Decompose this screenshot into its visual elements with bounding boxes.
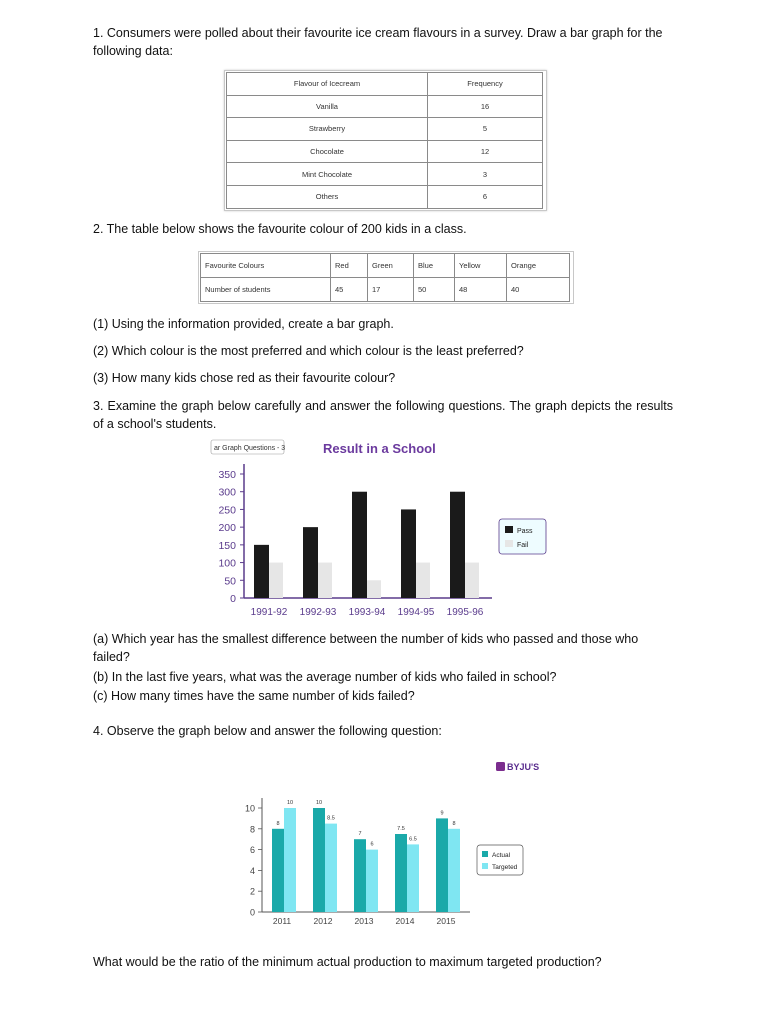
targeted-data-label: 8 bbox=[452, 820, 456, 827]
y-tick-label: 2 bbox=[249, 886, 255, 897]
question-1-text: 1. Consumers were polled about their favourite ice cream flavours in a survey. Draw a bar graph for the following data: bbox=[93, 26, 663, 58]
x-tick-label: 2014 bbox=[395, 916, 415, 926]
actual-bar bbox=[436, 818, 448, 912]
table-cell: 6 bbox=[428, 185, 543, 208]
table-cell: 3 bbox=[428, 163, 543, 186]
legend-targeted-swatch bbox=[482, 863, 488, 869]
table-cell: Others bbox=[227, 185, 428, 208]
actual-bar bbox=[272, 829, 284, 912]
y-tick-label: 50 bbox=[224, 575, 236, 588]
targeted-data-label: 6.5 bbox=[409, 836, 417, 843]
y-tick-label: 6 bbox=[249, 845, 255, 856]
question-2-sub-2: (2) Which colour is the most preferred and which colour is the least preferred? bbox=[93, 344, 524, 358]
table-cell: Blue bbox=[414, 254, 455, 278]
chart-title: Result in a School bbox=[323, 441, 436, 456]
question-4-text: 4. Observe the graph below and answer the following question: bbox=[93, 724, 442, 738]
y-tick-label: 100 bbox=[218, 557, 236, 570]
table-cell: Favourite Colours bbox=[201, 254, 331, 278]
table-header-cell: Flavour of Icecream bbox=[227, 73, 428, 96]
question-3-part-b: (b) In the last five years, what was the average number of kids who failed in school? bbox=[93, 670, 557, 684]
targeted-bar bbox=[325, 824, 337, 912]
legend-actual-label: Actual bbox=[492, 852, 511, 859]
table-cell: Orange bbox=[507, 254, 570, 278]
question-3-text: 3. Examine the graph below carefully and answer the following questions. The graph depicts the results of a school's students. bbox=[93, 399, 673, 431]
y-tick-label: 8 bbox=[249, 824, 255, 835]
y-tick-label: 300 bbox=[218, 486, 236, 499]
y-tick-label: 10 bbox=[244, 803, 255, 814]
table-cell: 45 bbox=[331, 278, 368, 302]
y-tick-label: 250 bbox=[218, 504, 236, 517]
logo-mark bbox=[496, 762, 505, 771]
actual-bar bbox=[395, 834, 407, 912]
actual-data-label: 7.5 bbox=[397, 826, 405, 832]
question-2-sub-3: (3) How many kids chose red as their favourite colour? bbox=[93, 371, 396, 385]
table-cell: 12 bbox=[428, 140, 543, 163]
actual-bar bbox=[354, 839, 366, 912]
targeted-bar bbox=[407, 844, 419, 912]
y-tick-label: 350 bbox=[218, 469, 236, 481]
legend-actual-swatch bbox=[482, 851, 488, 857]
actual-data-label: 7 bbox=[358, 831, 362, 838]
table-cell: 50 bbox=[414, 278, 455, 302]
table-cell: 16 bbox=[428, 95, 543, 118]
x-tick-label: 1994-95 bbox=[397, 607, 435, 618]
question-2-sub-1: (1) Using the information provided, create a bar graph. bbox=[93, 317, 394, 331]
targeted-data-label: 8.5 bbox=[327, 815, 335, 822]
x-tick-label: 1995-96 bbox=[446, 607, 484, 618]
actual-data-label: 9 bbox=[440, 810, 444, 817]
x-tick-label: 1992-93 bbox=[299, 607, 337, 618]
table-cell: Green bbox=[368, 254, 414, 278]
x-tick-label: 2015 bbox=[436, 916, 456, 926]
table-cell: Number of students bbox=[201, 278, 331, 302]
table-cell: 17 bbox=[368, 278, 414, 302]
x-tick-label: 2013 bbox=[354, 916, 374, 926]
question-4-question: What would be the ratio of the minimum actual production to maximum targeted production? bbox=[93, 955, 602, 969]
x-tick-label: 2012 bbox=[313, 916, 333, 926]
x-tick-label: 1993-94 bbox=[348, 607, 386, 618]
question-3-part-c: (c) How many times have the same number of kids failed? bbox=[93, 689, 415, 703]
targeted-data-label: 6 bbox=[370, 841, 374, 848]
targeted-data-label: 10 bbox=[286, 800, 294, 806]
y-tick-label: 0 bbox=[230, 593, 236, 605]
targeted-bar bbox=[284, 808, 296, 912]
table-cell: Chocolate bbox=[227, 140, 428, 163]
table-cell: Red bbox=[331, 254, 368, 278]
table-cell: 40 bbox=[507, 278, 570, 302]
y-tick-label: 200 bbox=[218, 522, 236, 535]
table-cell: Mint Chocolate bbox=[227, 163, 428, 186]
legend-fail-label: Fail bbox=[517, 542, 529, 549]
actual-bar bbox=[313, 808, 325, 912]
logo-text: BYJU'S bbox=[507, 762, 540, 772]
actual-data-label: 8 bbox=[276, 820, 280, 827]
y-tick-label: 4 bbox=[249, 865, 255, 876]
x-tick-label: 2011 bbox=[272, 916, 292, 926]
table-cell: Strawberry bbox=[227, 118, 428, 141]
targeted-bar bbox=[448, 829, 460, 912]
question-3-part-a: (a) Which year has the smallest difference between the number of kids who passed and those who failed? bbox=[93, 632, 639, 664]
table-cell: 48 bbox=[455, 278, 507, 302]
y-tick-label: 0 bbox=[249, 907, 255, 918]
table-cell: Yellow bbox=[455, 254, 507, 278]
table-cell: 5 bbox=[428, 118, 543, 141]
x-tick-label: 1991-92 bbox=[250, 607, 288, 618]
targeted-bar bbox=[366, 850, 378, 912]
y-tick-label: 150 bbox=[218, 539, 236, 552]
legend-targeted-label: Targeted bbox=[492, 864, 518, 871]
chart-tag-label: ar Graph Questions - 3 bbox=[214, 445, 286, 452]
actual-data-label: 10 bbox=[315, 800, 323, 806]
legend-pass-label: Pass bbox=[517, 528, 533, 535]
table-header-cell: Frequency bbox=[428, 73, 543, 96]
question-2-text: 2. The table below shows the favourite colour of 200 kids in a class. bbox=[93, 222, 467, 236]
table-cell: Vanilla bbox=[227, 95, 428, 118]
